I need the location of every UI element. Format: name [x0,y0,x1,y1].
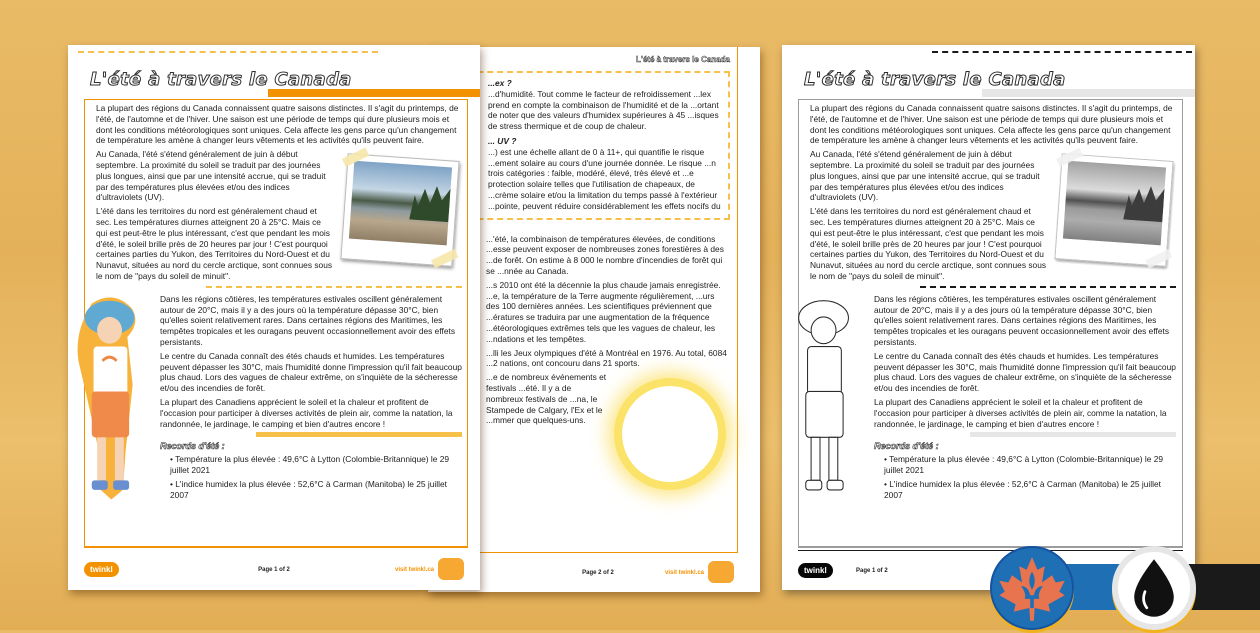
lake-photo [340,153,459,267]
paragraph: ...s 2010 ont été la décennie la plus chaude jamais enregistrée. ...e, la température de la Terre augmente régulièrement, ...urs des 100 dernières années. Les scientifiques préviennent que ...ératures se traduira par une augmentation de la fréquence ...étéorologiques extrêmes tels que les vagues de chaleur, les ...ndations et les tempêtes. [486,279,721,344]
footer [84,550,468,590]
divider [932,51,1192,53]
records-heading: Records d'été : [160,441,225,452]
maple-leaf-fleur-de-lis-icon [992,548,1072,628]
page-number: Page 2 of 2 [582,570,614,576]
paragraph: Au Canada, l'été s'étend généralement de juin à début septembre. La proximité du soleil se traduit par des journées plus longues, ainsi que par une intensité accrue, qui se traduit par des températures plus élevées et/ou des indices d'ultraviolets (UV). [96,149,326,203]
record-item: • L'indice humidex la plus élevée : 52,6°C à Carman (Manitoba) le 25 juillet 2007 [874,479,1176,501]
paragraph: ...e de nombreux événements et festivals ...été. Il y a de nombreux festivals de ...na, le Stampede de Calgary, l'Ex et le ...mmer que quelques-uns. [486,372,607,426]
child-illustration [788,294,868,509]
lake-image [349,161,452,246]
box-text: ...d'humidité. Tout comme le facteur de refroidissement ...lex prend en compte la combinaison de l'humidité et de la ...ortant de noter que des valeurs d'humidex supérieures à 45 ...isques de stress thermique et de coup de chaleur. [488,88,719,132]
page2-body [438,234,730,427]
box-heading: ...ex ? [488,78,512,88]
paragraph: La plupart des régions du Canada connaissent quatre saisons distinctes. Il s'agit du printemps, de l'été, de l'automne et de l'hiver. Une saison est une période de temps qui dure plusieurs mois et dont les conditions météorologiques sont uniques. Cela affecte les gens parce qu'un changement de température les amène à changer leurs vêtements et les activités qu'ils peuvent faire. [810,103,1173,146]
divider [78,51,378,53]
record-item: • Température la plus élevée : 49,6°C à Lytton (Colombie-Britannique) le 29 juillet 2021 [160,454,462,476]
divider [970,432,1176,437]
award-badge-icon [708,561,734,583]
page1-bw-content [810,103,1176,509]
award-badge-icon [438,558,464,580]
page-header: L'été à travers le Canada [636,55,730,64]
paragraph: La plupart des Canadiens apprécient le soleil et la chaleur et profitent de l'occasion pour participer à diverses activités de plein air, comme la natation, la randonnée, le jardinage, le camping et bien d'autres encore ! [160,396,453,429]
paragraph: Le centre du Canada connaît des étés chauds et humides. Les températures peuvent dépasser les 30°C, mais l'humidité donne l'impression qu'il fait beaucoup plus chaud. Lors des vagues de chaleur extrême, on s'inquiète de la sécheresse et/ou des incendies de forêt. [160,350,462,394]
divider [256,432,462,437]
visit-link[interactable]: visit twinkl.ca [394,567,434,573]
paragraph: La plupart des régions du Canada connaissent quatre saisons distinctes. Il s'agit du printemps, de l'été, de l'automne et de l'hiver. Une saison est une période de temps qui dure plusieurs mois et dont les conditions météorologiques sont uniques. Cela affecte les gens parce qu'un changement de température les amène à changer leurs vêtements et les activités qu'ils peuvent faire. [96,103,459,146]
page2-content [438,71,730,492]
canada-badge[interactable] [990,546,1074,630]
title-bar [982,89,1195,97]
page1-content [96,103,462,509]
paragraph: Dans les régions côtières, les températures estivales oscillent généralement autour de 20°C, mais il y a des jours où la température dépasse 30°C, bien qu'elles soient relativement rares. Dans certaines régions des Maritimes, les tempêtes tropicales et les ouragans peuvent occasionnellement avoir des effets persistants. [160,293,456,347]
paragraph: ...lli les Jeux olympiques d'été à Montréal en 1976. Au total, 6084 ...2 nations, ont concouru dans 21 sports. [486,347,727,369]
divider [206,286,462,288]
twinkl-logo: twinkl [84,562,119,577]
box-heading: ... UV ? [488,135,517,146]
paragraph: La plupart des Canadiens apprécient le soleil et la chaleur et profitent de l'occasion pour participer à diverses activités de plein air, comme la natation, la randonnée, le jardinage, le camping et bien d'autres encore ! [874,396,1167,429]
divider [920,286,1176,288]
page-title: L'été à travers le Canada [90,69,352,90]
box-text: ...) est une échelle allant de 0 à 11+, qui quantifie le risque ...ement solaire au cours d'une journée donnée. Le risque ...n trois catégories : faible, modéré, élevé, très élevé et ...e protection solaire telles que l'utilisation de chapeaux, de ...crème solaire et/ou la limitation du temps passé à l'extérieur ...pointe, peuvent réduire considérablement les effets nocifs du [488,146,721,211]
paragraph: ...'été, la combinaison de températures élevées, de conditions ...esse peuvent exposer de nombreuses zones forestières à des ...de forêt. On estime à 8 000 le nombre d'incendies de forêt qui se ...nnée au Canada. [486,233,724,276]
ink-badge[interactable] [1112,546,1196,630]
paragraph: Au Canada, l'été s'étend généralement de juin à début septembre. La proximité du soleil se traduit par des journées plus longues, ainsi que par une intensité accrue, qui se traduit par des températures plus élevées et/ou des indices d'ultraviolets (UV). [810,149,1040,203]
page-number: Page 1 of 2 [856,568,888,574]
title-bar [268,89,480,97]
paragraph: Dans les régions côtières, les températures estivales oscillent généralement autour de 20°C, mais il y a des jours où la température dépasse 30°C, bien qu'elles soient relativement rares. Dans certaines régions des Maritimes, les tempêtes tropicales et les ouragans peuvent occasionnellement avoir des effets persistants. [874,293,1170,347]
twinkl-logo: twinkl [798,563,833,578]
page-number: Page 1 of 2 [258,567,290,573]
records-heading: Records d'été : [874,441,939,452]
record-item: • Température la plus élevée : 49,6°C à Lytton (Colombie-Britannique) le 29 juillet 2021 [874,454,1176,476]
lake-photo [1054,153,1173,267]
lake-image [1063,161,1166,246]
paragraph: L'été dans les territoires du nord est généralement chaud et sec. Les températures diurnes atteignent 20 à 25°C. Mais ce qui est peut-être le plus intéressant, c'est que pendant les mois d'été, le soleil brille près de 20 heures par jour ! C'est pourquoi certaines parties du Yukon, des Territoires du Nord-Ouest et du Nunavut, situées au nord du cercle arctique, sont connues sous le nom de "pays du soleil de minuit". [810,206,1047,281]
visit-link[interactable]: visit twinkl.ca [664,570,704,576]
ink-drop-icon [1118,552,1190,624]
paragraph: L'été dans les territoires du nord est généralement chaud et sec. Les températures diurnes atteignent 20 à 25°C. Mais ce qui est peut-être le plus intéressant, c'est que pendant les mois d'été, le soleil brille près de 20 heures par jour ! C'est pourquoi certaines parties du Yukon, des Territoires du Nord-Ouest et du Nunavut, situées au nord du cercle arctique, sont connues sous le nom de "pays du soleil de minuit". [96,206,333,281]
sun-illustration [622,386,718,482]
page-title: L'été à travers le Canada [804,69,1066,90]
paragraph: Le centre du Canada connaît des étés chauds et humides. Les températures peuvent dépasser les 30°C, mais l'humidité donne l'impression qu'il fait beaucoup plus chaud. Lors des vagues de chaleur extrême, on s'inquiète de la sécheresse et/ou des incendies de forêt. [874,350,1176,394]
worksheet-page-1 [68,45,480,590]
worksheet-page-1-bw [782,45,1195,590]
record-item: • L'indice humidex la plus élevée : 52,6°C à Carman (Manitoba) le 25 juillet 2007 [160,479,462,501]
frame-line [737,47,738,552]
child-illustration [74,294,154,509]
info-box [438,71,730,220]
